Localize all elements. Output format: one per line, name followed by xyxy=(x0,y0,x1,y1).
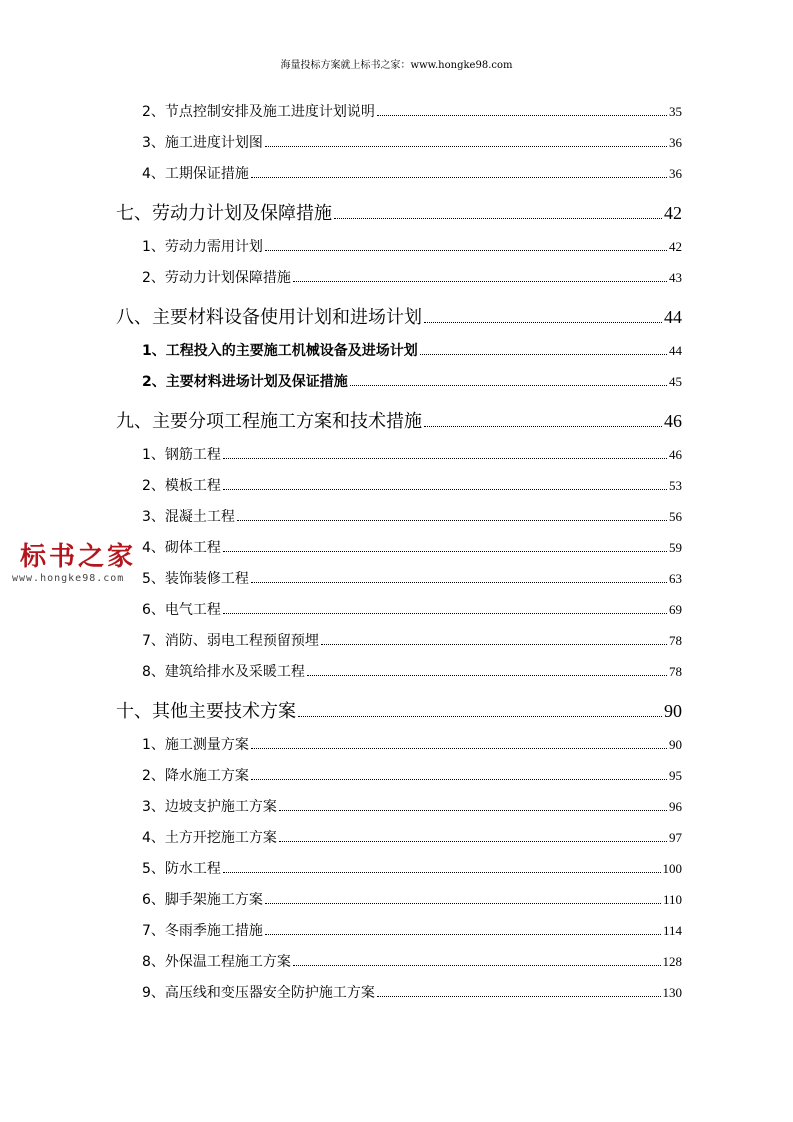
toc-entry[interactable] xyxy=(142,661,682,681)
toc-page-number: 110 xyxy=(662,892,682,907)
toc-entry[interactable] xyxy=(142,475,682,495)
toc-page-number: 130 xyxy=(662,985,682,1000)
toc-leader xyxy=(420,354,667,355)
toc-page-number: 43 xyxy=(669,270,682,285)
toc-chapter[interactable] xyxy=(116,199,682,225)
toc-chapter-label: 八、主要材料设备使用计划和进场计划 xyxy=(116,307,422,328)
toc-page-number: 42 xyxy=(664,203,682,223)
toc-page-number: 35 xyxy=(669,104,682,119)
toc-page-number: 63 xyxy=(669,571,682,586)
toc-entry-label: 5、装饰装修工程 xyxy=(142,571,249,587)
toc-entry-label: 2、劳动力计划保障措施 xyxy=(142,270,291,286)
toc-leader xyxy=(265,903,661,904)
toc-entry-label: 1、工程投入的主要施工机械设备及进场计划 xyxy=(142,343,418,359)
toc-entry[interactable] xyxy=(142,101,682,121)
toc-chapter[interactable] xyxy=(116,407,682,433)
toc-leader xyxy=(334,218,662,219)
toc-page-number: 96 xyxy=(669,799,682,814)
toc-entry-label: 2、节点控制安排及施工进度计划说明 xyxy=(142,104,375,120)
toc-leader xyxy=(424,322,662,323)
toc-page-number: 90 xyxy=(669,737,682,752)
toc-leader xyxy=(293,281,667,282)
toc-entry-label: 7、冬雨季施工措施 xyxy=(142,923,263,939)
toc-leader xyxy=(307,675,667,676)
page-header: 海量投标方案就上标书之家：www.hongke98.com xyxy=(280,60,513,71)
toc-entry-label: 5、防水工程 xyxy=(142,861,221,877)
toc-leader xyxy=(293,965,661,966)
toc-chapter[interactable] xyxy=(116,697,682,723)
watermark-url: www.hongke98.com xyxy=(12,573,125,584)
toc-entry-label: 7、消防、弱电工程预留预埋 xyxy=(142,633,319,649)
toc-entry-label: 3、边坡支护施工方案 xyxy=(142,799,277,815)
watermark-logo xyxy=(12,536,136,584)
toc-entry[interactable] xyxy=(142,982,682,1002)
toc-leader xyxy=(321,644,667,645)
toc-page-number: 100 xyxy=(662,861,682,876)
toc-page-number: 97 xyxy=(669,830,682,845)
toc-leader xyxy=(279,810,667,811)
toc-leader xyxy=(424,426,662,427)
toc-entry-label: 3、施工进度计划图 xyxy=(142,135,263,151)
toc-entry-label: 9、高压线和变压器安全防护施工方案 xyxy=(142,985,375,1001)
toc-leader xyxy=(251,779,667,780)
toc-entry[interactable] xyxy=(142,599,682,619)
toc-page-number: 56 xyxy=(669,509,682,524)
toc-leader xyxy=(350,385,667,386)
toc-entry[interactable] xyxy=(142,796,682,816)
toc-entry-label: 2、主要材料进场计划及保证措施 xyxy=(142,374,348,390)
toc-chapter-label: 七、劳动力计划及保障措施 xyxy=(116,203,332,224)
toc-leader xyxy=(279,841,667,842)
toc-entry[interactable] xyxy=(142,444,682,464)
toc-page-number: 42 xyxy=(669,239,682,254)
toc-page-number: 46 xyxy=(669,447,682,462)
toc-entry-label: 6、电气工程 xyxy=(142,602,221,618)
toc-entry[interactable] xyxy=(142,537,682,557)
toc-page-number: 36 xyxy=(669,135,682,150)
toc-leader xyxy=(237,520,667,521)
toc-entry[interactable] xyxy=(142,267,682,287)
toc-entry-label: 6、脚手架施工方案 xyxy=(142,892,263,908)
toc-leader xyxy=(251,177,667,178)
toc-page-number: 114 xyxy=(662,923,682,938)
toc-leader xyxy=(265,250,667,251)
toc-entry-label: 8、建筑给排水及采暖工程 xyxy=(142,664,305,680)
toc-page-number: 45 xyxy=(669,374,682,389)
toc-chapter[interactable] xyxy=(116,303,682,329)
toc-entry-label: 4、工期保证措施 xyxy=(142,166,249,182)
toc-entry[interactable] xyxy=(142,889,682,909)
toc-entry[interactable] xyxy=(142,340,682,360)
toc-page-number: 53 xyxy=(669,478,682,493)
toc-entry[interactable] xyxy=(142,630,682,650)
toc-entry[interactable] xyxy=(142,765,682,785)
toc-entry-label: 1、钢筋工程 xyxy=(142,447,221,463)
toc-page-number: 36 xyxy=(669,166,682,181)
toc-entry[interactable] xyxy=(142,858,682,878)
toc-entry[interactable] xyxy=(142,734,682,754)
toc-entry-label: 3、混凝土工程 xyxy=(142,509,235,525)
toc-entry[interactable] xyxy=(142,920,682,940)
toc-leader xyxy=(265,934,661,935)
toc-leader xyxy=(223,872,661,873)
toc-leader xyxy=(223,613,667,614)
toc-leader xyxy=(251,748,667,749)
toc-entry[interactable] xyxy=(142,568,682,588)
toc-entry-label: 2、模板工程 xyxy=(142,478,221,494)
toc-leader xyxy=(251,582,667,583)
toc-leader xyxy=(223,551,667,552)
toc-page-number: 69 xyxy=(669,602,682,617)
toc-page-number: 78 xyxy=(669,664,682,679)
toc-leader xyxy=(223,458,667,459)
toc-leader xyxy=(223,489,667,490)
toc-entry[interactable] xyxy=(142,951,682,971)
toc-leader xyxy=(265,146,667,147)
toc-page-number: 90 xyxy=(664,701,682,721)
toc-entry-label: 4、土方开挖施工方案 xyxy=(142,830,277,846)
toc-entry-label: 8、外保温工程施工方案 xyxy=(142,954,291,970)
toc-page-number: 95 xyxy=(669,768,682,783)
toc-page-number: 78 xyxy=(669,633,682,648)
toc-page-number: 59 xyxy=(669,540,682,555)
toc-entry[interactable] xyxy=(142,132,682,152)
toc-leader xyxy=(377,996,661,997)
toc-entry[interactable] xyxy=(142,506,682,526)
toc-entry-label: 2、降水施工方案 xyxy=(142,768,249,784)
toc-page-number: 46 xyxy=(664,411,682,431)
toc-page-number: 44 xyxy=(664,307,682,327)
toc-leader xyxy=(298,716,662,717)
toc-page-number: 44 xyxy=(669,343,682,358)
toc-entry-label: 1、劳动力需用计划 xyxy=(142,239,263,255)
toc-chapter-label: 十、其他主要技术方案 xyxy=(116,701,296,722)
toc-entry[interactable] xyxy=(142,236,682,256)
toc-entry-label: 4、砌体工程 xyxy=(142,540,221,556)
toc-entry[interactable] xyxy=(142,371,682,391)
toc-entry-label: 1、施工测量方案 xyxy=(142,737,249,753)
toc-chapter-label: 九、主要分项工程施工方案和技术措施 xyxy=(116,411,422,432)
toc-entry[interactable] xyxy=(142,163,682,183)
toc-page-number: 128 xyxy=(662,954,682,969)
toc-leader xyxy=(377,115,667,116)
watermark-title: 标书之家 xyxy=(20,542,137,572)
toc-entry[interactable] xyxy=(142,827,682,847)
